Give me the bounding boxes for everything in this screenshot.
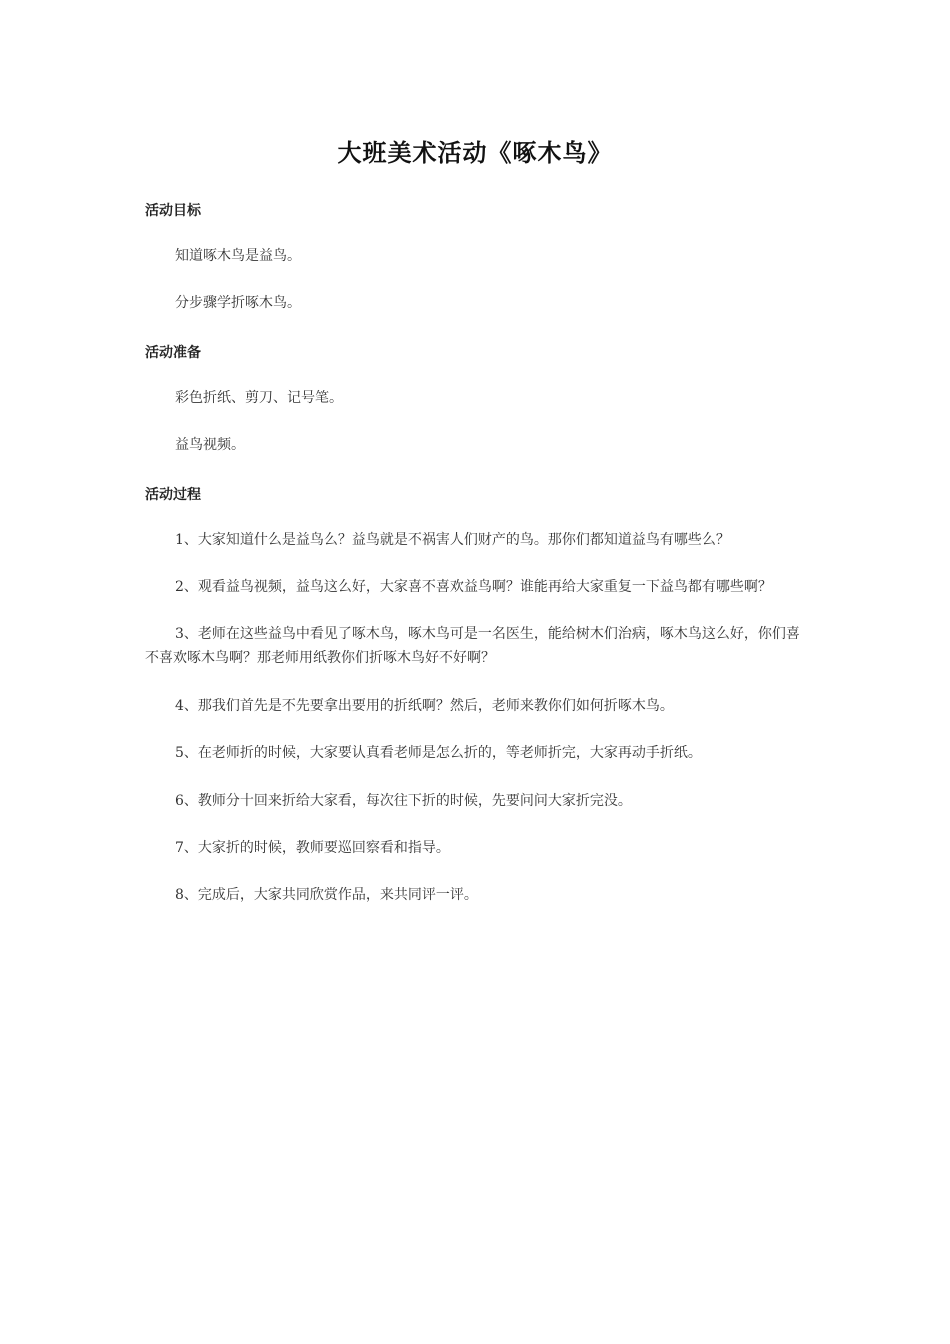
paragraph: 5、在老师折的时候，大家要认真看老师是怎么折的，等老师折完，大家再动手折纸。 bbox=[175, 745, 702, 761]
document-title: 大班美术活动《啄木鸟》 bbox=[337, 138, 613, 167]
paragraph: 8、完成后，大家共同欣赏作品，来共同评一评。 bbox=[175, 887, 478, 903]
paragraph: 4、那我们首先是不先要拿出要用的折纸啊？然后，老师来教你们如何折啄木鸟。 bbox=[175, 698, 674, 714]
section-heading-process: 活动过程 bbox=[145, 487, 201, 503]
paragraph: 6、教师分十回来折给大家看，每次往下折的时候，先要问问大家折完没。 bbox=[175, 793, 632, 809]
paragraph: 7、大家折的时候，教师要巡回察看和指导。 bbox=[175, 840, 450, 856]
paragraph: 1、大家知道什么是益鸟么？益鸟就是不祸害人们财产的鸟。那你们都知道益鸟有哪些么？ bbox=[175, 532, 730, 548]
paragraph: 知道啄木鸟是益鸟。 bbox=[175, 248, 301, 264]
section-heading-preparation: 活动准备 bbox=[145, 345, 201, 361]
paragraph: 彩色折纸、剪刀、记号笔。 bbox=[175, 390, 343, 406]
paragraph: 分步骤学折啄木鸟。 bbox=[175, 295, 301, 311]
paragraph: 2、观看益鸟视频，益鸟这么好，大家喜不喜欢益鸟啊？谁能再给大家重复一下益鸟都有哪些啊？ bbox=[175, 579, 772, 595]
section-heading-goals: 活动目标 bbox=[145, 203, 201, 219]
paragraph: 3、老师在这些益鸟中看见了啄木鸟，啄木鸟可是一名医生，能给树木们治病，啄木鸟这么好，你们喜不喜欢啄木鸟啊？那老师用纸教你们折啄木鸟好不好啊？ bbox=[145, 626, 800, 666]
paragraph: 益鸟视频。 bbox=[175, 437, 245, 453]
